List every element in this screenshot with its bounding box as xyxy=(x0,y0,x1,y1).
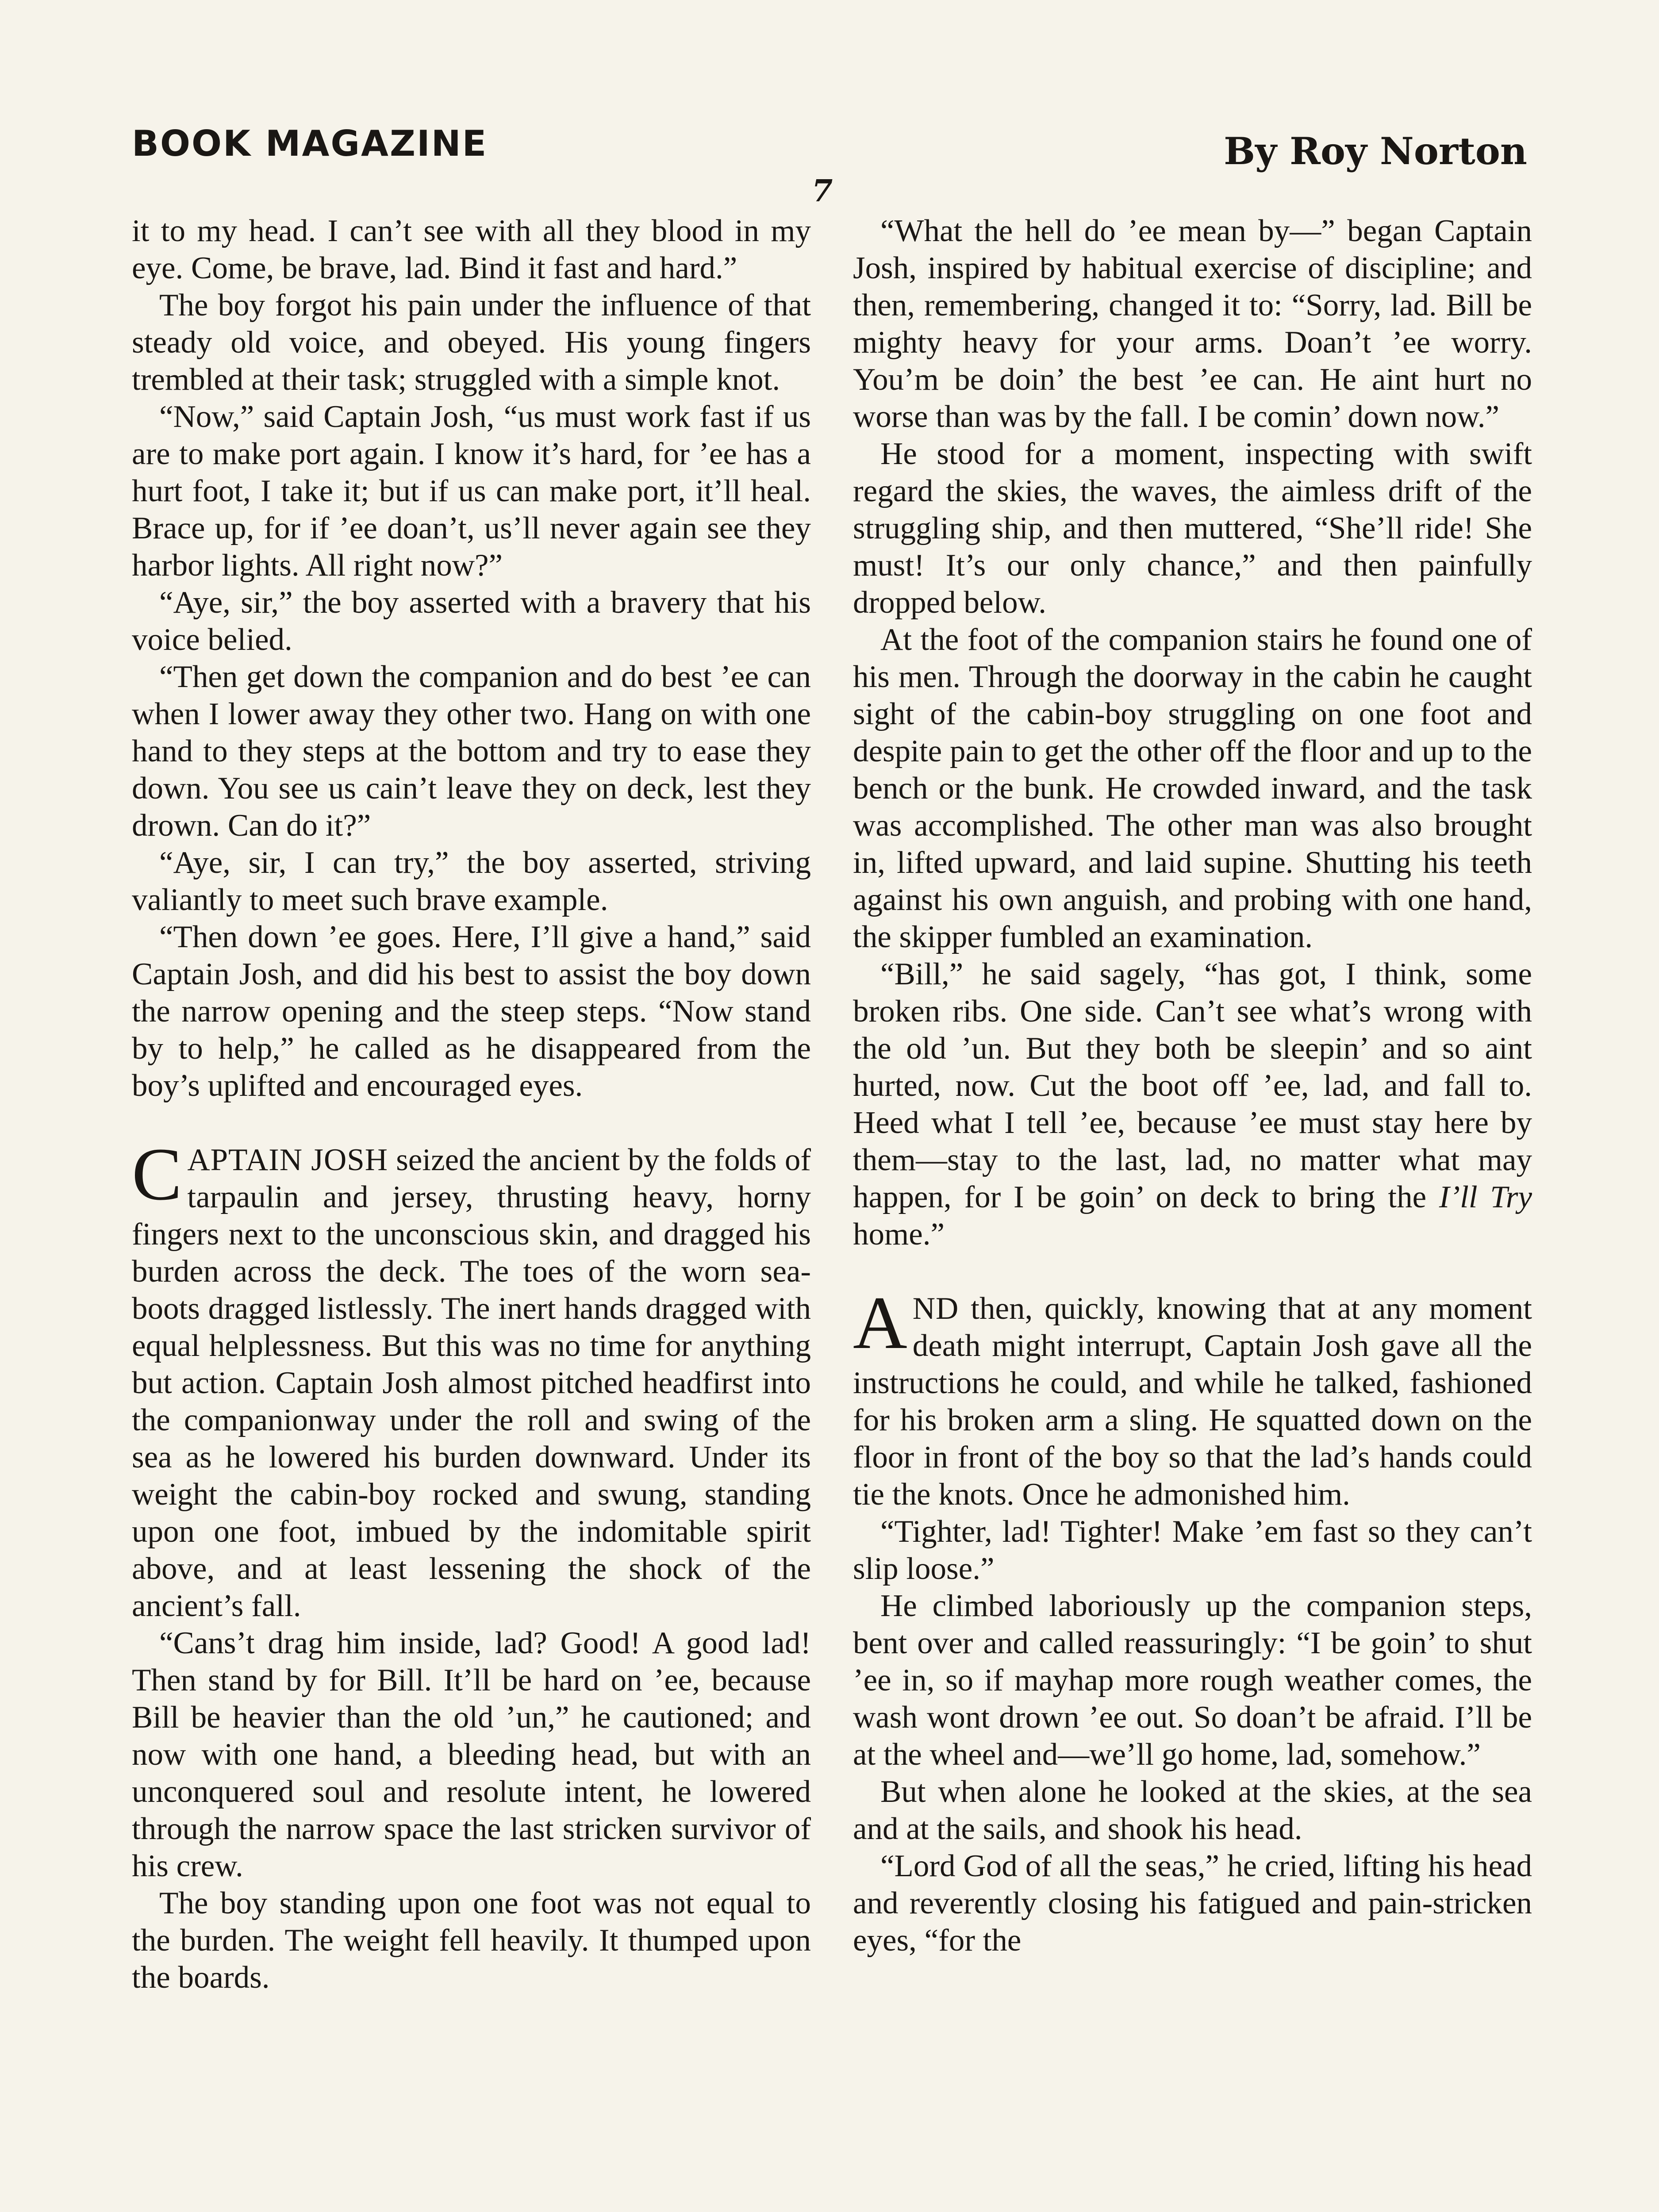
section-paragraph xyxy=(132,1133,811,1624)
paragraph: it to my head. I can’t see with all they blood in my eye. Come, be brave, lad. Bind it fast and hard.” xyxy=(132,214,811,285)
paragraph: “Aye, sir,” the boy asserted with a bravery that his voice belied. xyxy=(132,585,811,657)
section-lead-smallcaps: ND xyxy=(912,1291,959,1326)
paragraph: “Now,” said Captain Josh, “us must work fast if us are to make port again. I know it’s hard, for ’ee has a hurt foot, I take it; but if us can make port, it’ll heal. Brace up, for if ’ee doan’t, us’ll never again see they harbor lights. All right now?” xyxy=(132,399,811,583)
paragraph-text-end: home.” xyxy=(853,1217,945,1252)
paragraph: “Cans’t drag him inside, lad? Good! A good lad! Then stand by for Bill. It’ll be hard on ’ee, because Bill be heavier than the old ’un,” he cautioned; and now with one hand, a bleeding head, but with an unconquered soul and resolute intent, he lowered through the narrow space the last stricken survivor of his crew. xyxy=(132,1626,811,1883)
section-text: then, quickly, knowing that at any moment death might interrupt, Captain Josh gave all the instructions he could, and while he talked, fashioned for his broken arm a sling. He squatted down on the floor in front of the boy so that the lad’s hands could tie the knots. Once he admonished him. xyxy=(853,1291,1532,1512)
ship-name: I’ll Try xyxy=(1439,1180,1532,1214)
left-column xyxy=(132,212,811,2212)
paragraph xyxy=(853,956,1532,1253)
page-number: 7 xyxy=(812,173,833,209)
paragraph: “Lord God of all the seas,” he cried, lifting his head and reverently closing his fatigued and pain-stricken eyes, “for the xyxy=(853,1849,1532,1958)
paragraph-text: “Bill,” he said sagely, “has got, I think, some broken ribs. One side. Can’t see what’s wrong with the old ’un. But they both be sleepin’ and so aint hurted, now. Cut the boot off ’ee, lad, and fall to. Heed what I tell ’ee, because ’ee must stay here by them—stay to the last, lad, no matter what may happen, for I be goin’ on deck to bring the xyxy=(853,957,1532,1214)
section-paragraph xyxy=(853,1281,1532,1513)
magazine-title: BOOK MAGAZINE xyxy=(132,123,488,164)
paragraph: The boy forgot his pain under the influence of that steady old voice, and obeyed. His young fingers trembled at their task; struggled with a simple knot. xyxy=(132,288,811,397)
paragraph: At the foot of the companion stairs he found one of his men. Through the doorway in the cabin he caught sight of the cabin-boy struggling on one foot and despite pain to get the other off the floor and up to the bench or the bunk. He crowded inward, and the task was accomplished. The other man was also brought in, lifted upward, and laid supine. Shutting his teeth against his own anguish, and probing with one hand, the skipper fumbled an examination. xyxy=(853,622,1532,954)
paragraph: “Tighter, lad! Tighter! Make ’em fast so they can’t slip loose.” xyxy=(853,1514,1532,1586)
paragraph: He climbed laboriously up the companion steps, bent over and called reassuringly: “I be goin’ to shut ’ee in, so if mayhap more rough weather comes, the wash wont drown ’ee out. So doan’t be afraid. I’ll be at the wheel and—we’ll go home, lad, somehow.” xyxy=(853,1589,1532,1772)
paragraph: “Then down ’ee goes. Here, I’ll give a hand,” said Captain Josh, and did his best to assist the boy down the narrow opening and the steep steps. “Now stand by to help,” he called as he disappeared from the boy’s uplifted and encouraged eyes. xyxy=(132,920,811,1103)
section-text: seized the ancient by the folds of tarpaulin and jersey, thrusting heavy, horny fingers next to the unconscious skin, and dragged his burden across the deck. The toes of the worn sea-boots dragged listlessly. The inert hands dragged with equal helplessness. But this was no time for anything but action. Captain Josh almost pitched headfirst into the companionway under the roll and swing of the sea as he lowered his burden downward. Under its weight the cabin-boy rocked and swung, standing upon one foot, imbued by the indomitable spirit above, and at least lessening the shock of the ancient’s fall. xyxy=(132,1143,811,1623)
paragraph: “Aye, sir, I can try,” the boy asserted, striving valiantly to meet such brave example. xyxy=(132,845,811,917)
drop-cap: C xyxy=(132,1133,182,1216)
author-byline: By Roy Norton xyxy=(1224,129,1527,173)
paragraph: But when alone he looked at the skies, at the sea and at the sails, and shook his head. xyxy=(853,1774,1532,1846)
right-column xyxy=(853,212,1532,2212)
section-lead-smallcaps: APTAIN JOSH xyxy=(187,1143,388,1177)
drop-cap: A xyxy=(853,1281,907,1364)
paragraph: The boy standing upon one foot was not equal to the burden. The weight fell heavily. It thumped upon the boards. xyxy=(132,1886,811,1995)
paragraph: “What the hell do ’ee mean by—” began Captain Josh, inspired by habitual exercise of discipline; and then, remembering, changed it to: “Sorry, lad. Bill be mighty heavy for your arms. Doan’t ’ee worry. You’m be doin’ the best ’ee can. He aint hurt no worse than was by the fall. I be comin’ down now.” xyxy=(853,214,1532,434)
paragraph: “Then get down the companion and do best ’ee can when I lower away they other two. Hang on with one hand to they steps at the bottom and try to ease they down. You see us cain’t leave they on deck, lest they drown. Can do it?” xyxy=(132,660,811,843)
paragraph: He stood for a moment, inspecting with swift regard the skies, the waves, the aimless drift of the struggling ship, and then muttered, “She’ll ride! She must! It’s our only chance,” and then painfully dropped below. xyxy=(853,437,1532,620)
